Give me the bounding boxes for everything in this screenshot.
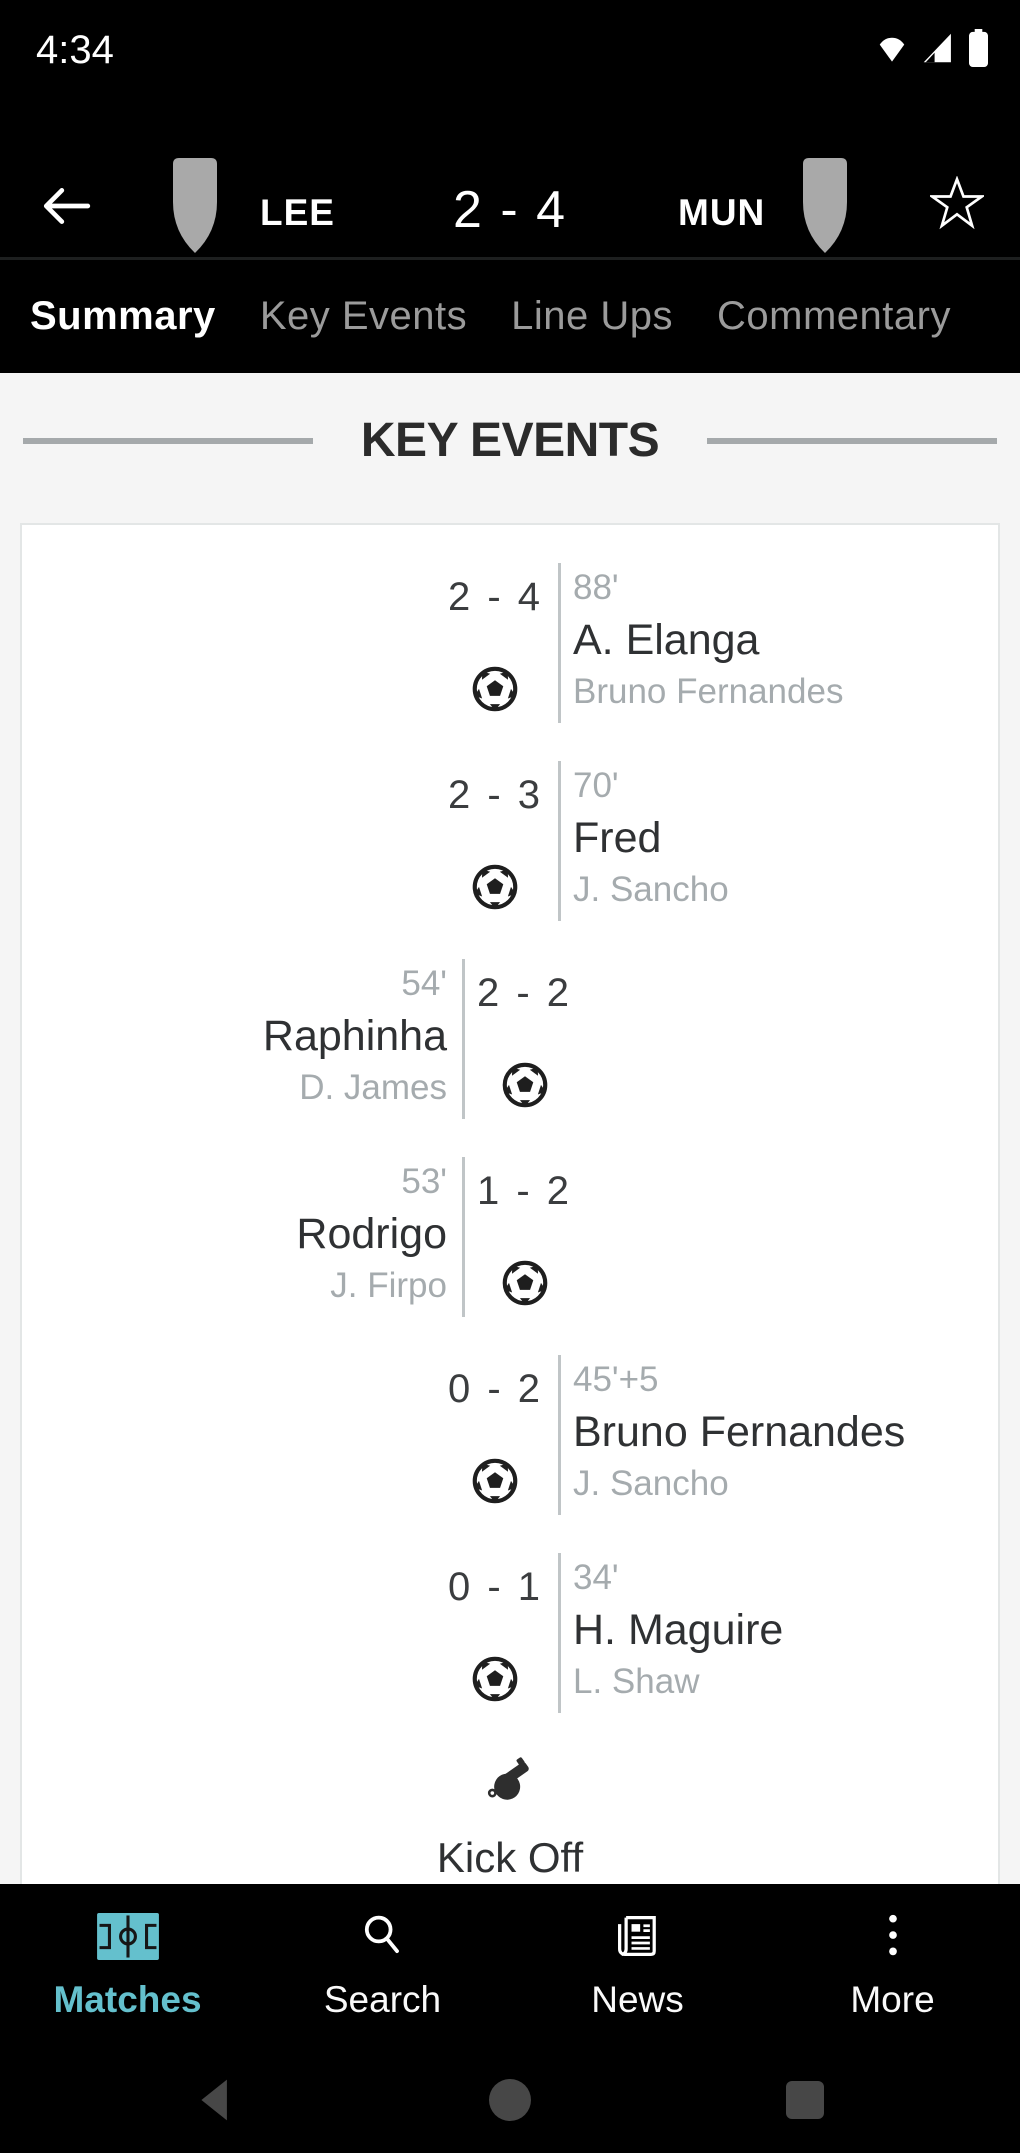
timeline-divider [558, 563, 561, 723]
pitch-icon [97, 1909, 159, 1963]
event-score: 2 - 3 [447, 773, 543, 817]
tab-summary[interactable]: Summary [30, 294, 216, 338]
key-event [22, 959, 998, 1119]
nav-item-search[interactable] [255, 1884, 510, 2046]
android-back-icon[interactable] [198, 2077, 232, 2123]
away-team-badge-icon [795, 158, 855, 259]
event-score-zone [477, 1169, 572, 1306]
status-time: 4:34 [36, 27, 114, 72]
timeline-divider [558, 1553, 561, 1713]
home-team-abbr: LEE [260, 192, 335, 233]
event-minute: 70' [573, 766, 619, 805]
wifi-icon [875, 30, 909, 71]
event-details [573, 565, 843, 715]
key-event [22, 1157, 998, 1317]
tab-key-events[interactable]: Key Events [259, 294, 468, 338]
event-minute: 45'+5 [573, 1360, 659, 1399]
soccer-ball-icon [472, 666, 518, 712]
event-player: Fred [573, 814, 662, 862]
nav-item-matches[interactable] [0, 1884, 255, 2046]
android-recents-icon[interactable] [785, 2080, 825, 2120]
android-home-icon[interactable] [488, 2078, 532, 2122]
nav-label: Search [323, 1979, 442, 2020]
section-header [23, 413, 997, 468]
cellular-signal-icon [921, 30, 955, 71]
timeline-divider [462, 1157, 465, 1317]
event-details [296, 1159, 447, 1309]
event-details [573, 1357, 905, 1507]
magnifier-icon [356, 1909, 410, 1963]
event-details [573, 763, 729, 913]
event-minute: 54' [401, 964, 447, 1003]
key-event [22, 1355, 998, 1515]
event-assist: J. Firpo [330, 1266, 447, 1305]
status-bar [0, 0, 1020, 100]
favorite-star-icon[interactable] [930, 176, 984, 230]
event-score-zone [477, 971, 572, 1108]
match-score: 2 - 4 [452, 181, 568, 239]
soccer-ball-icon [472, 1656, 518, 1702]
nav-item-news[interactable] [510, 1884, 765, 2046]
key-event [22, 1553, 998, 1713]
timeline-divider [558, 761, 561, 921]
event-score: 0 - 2 [447, 1367, 543, 1411]
soccer-ball-icon [502, 1260, 548, 1306]
event-score-zone [448, 1565, 543, 1702]
event-player: A. Elanga [573, 616, 760, 664]
whistle-icon [484, 1792, 536, 1809]
event-minute: 53' [401, 1162, 447, 1201]
event-minute: 34' [573, 1558, 619, 1597]
event-player: Bruno Fernandes [573, 1408, 906, 1456]
key-event [22, 761, 998, 921]
soccer-ball-icon [502, 1062, 548, 1108]
bottom-nav [0, 1884, 1020, 2046]
kickoff-marker [22, 1753, 998, 1882]
tab-line-ups[interactable]: Line Ups [511, 294, 674, 338]
nav-label: More [850, 1979, 935, 2020]
event-score: 1 - 2 [477, 1169, 573, 1213]
event-score: 2 - 2 [477, 971, 573, 1015]
nav-item-more[interactable] [765, 1884, 1020, 2046]
match-header [0, 100, 1020, 257]
event-assist: J. Sancho [573, 870, 729, 909]
event-score: 0 - 1 [447, 1565, 543, 1609]
rule-right [707, 438, 997, 444]
event-assist: D. James [299, 1068, 447, 1107]
content-area[interactable] [0, 373, 1020, 1884]
newspaper-icon [611, 1909, 665, 1963]
android-nav-bar [0, 2046, 1020, 2153]
event-score: 2 - 4 [447, 575, 543, 619]
event-score-zone [448, 773, 543, 910]
soccer-ball-icon [472, 864, 518, 910]
away-team-abbr: MUN [678, 192, 766, 233]
event-player: Rodrigo [296, 1210, 447, 1258]
event-details [263, 961, 447, 1111]
event-player: Raphinha [262, 1012, 447, 1060]
tab-bar [0, 257, 1020, 373]
key-event [22, 563, 998, 723]
event-score-zone [448, 1367, 543, 1504]
tab-commentary[interactable]: Commentary [717, 294, 951, 338]
event-details [573, 1555, 783, 1705]
event-assist: J. Sancho [573, 1464, 729, 1503]
status-icons [875, 29, 990, 72]
more-dots-icon [869, 1909, 917, 1963]
event-assist: Bruno Fernandes [573, 672, 844, 711]
soccer-ball-icon [472, 1458, 518, 1504]
event-assist: L. Shaw [573, 1662, 700, 1701]
event-minute: 88' [573, 568, 619, 607]
key-events-card [20, 523, 1000, 1884]
nav-label: Matches [53, 1979, 202, 2020]
section-title: KEY EVENTS [360, 414, 660, 467]
timeline-divider [462, 959, 465, 1119]
rule-left [23, 438, 313, 444]
event-score-zone [448, 575, 543, 712]
nav-label: News [591, 1979, 684, 2020]
timeline-divider [558, 1355, 561, 1515]
kickoff-label: Kick Off [436, 1834, 584, 1881]
events-timeline [22, 525, 998, 1882]
event-player: H. Maguire [573, 1606, 784, 1654]
battery-icon [967, 29, 990, 72]
